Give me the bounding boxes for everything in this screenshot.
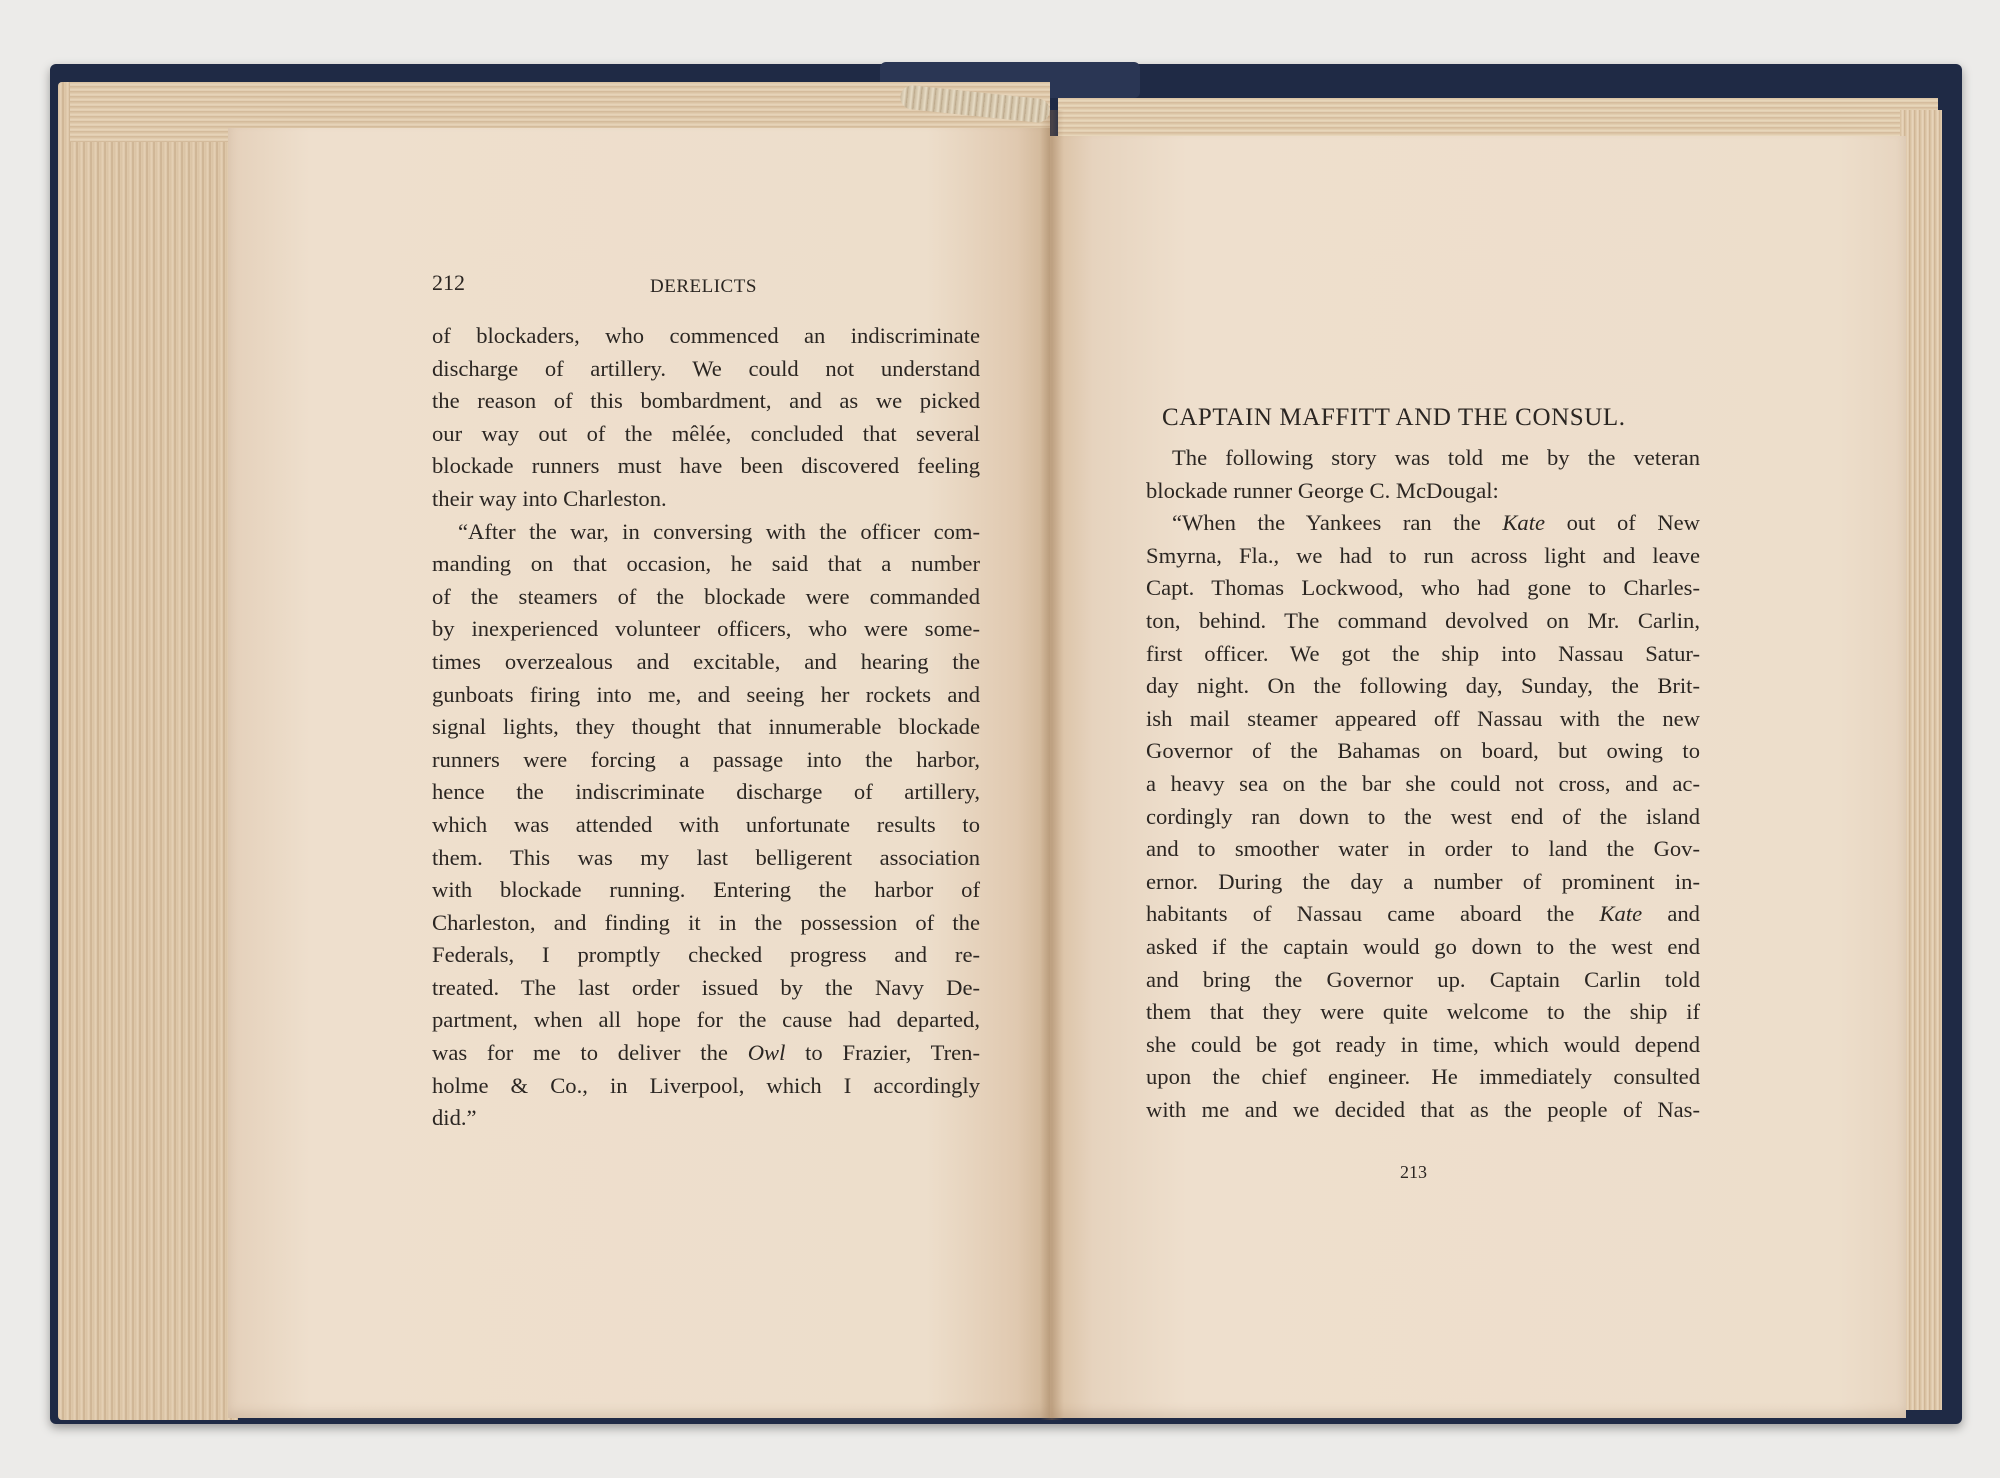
text-line: them that they were quite welcome to the ship if — [1146, 999, 1700, 1025]
page-edges-left — [58, 82, 238, 1420]
text-line: times overzealous and excitable, and hearing the — [432, 648, 980, 674]
text-line: Smyrna, Fla., we had to run across light and leave — [1146, 542, 1700, 568]
text-line: first officer. We got the ship into Nassau Satur- — [1146, 640, 1700, 666]
text-line: “After the war, in conversing with the officer com- — [458, 518, 980, 544]
text-line: habitants of Nassau came aboard the Kate and — [1146, 901, 1700, 927]
text-line: Governor of the Bahamas on board, but owing to — [1146, 738, 1700, 764]
text-line: did.” — [432, 1105, 477, 1131]
text-line: ish mail steamer appeared off Nassau with the new — [1146, 705, 1700, 731]
text-line: gunboats firing into me, and seeing her rockets and — [432, 681, 980, 707]
text-line: Capt. Thomas Lockwood, who had gone to Charles- — [1146, 575, 1700, 601]
text-line: and to smoother water in order to land the Gov- — [1146, 836, 1700, 862]
text-line: was for me to deliver the Owl to Frazier, Tren- — [432, 1040, 980, 1066]
text-line: a heavy sea on the bar she could not cross, and ac- — [1146, 770, 1700, 796]
ship-name: Owl — [747, 1040, 786, 1066]
right-page-body — [1146, 442, 1700, 1126]
text-line: Charleston, and finding it in the possession of the — [432, 909, 980, 935]
right-page-number: 213 — [1400, 1162, 1427, 1182]
text-line: hence the indiscriminate discharge of artillery, — [432, 779, 980, 805]
text-line: ernor. During the day a number of prominent in- — [1146, 868, 1700, 894]
text-line: partment, when all hope for the cause had departed, — [432, 1007, 980, 1033]
running-head-title: DERELICTS — [650, 276, 757, 297]
ship-name: Kate — [1502, 510, 1546, 536]
text-line: them. This was my last belligerent association — [432, 844, 980, 870]
text-line: which was attended with unfortunate results to — [432, 811, 980, 837]
text-line: Federals, I promptly checked progress and re- — [432, 942, 980, 968]
text-line: holme & Co., in Liverpool, which I accordingly — [432, 1072, 980, 1098]
text-line: day night. On the following day, Sunday, the Brit- — [1146, 673, 1700, 699]
text-line: ton, behind. The command devolved on Mr. Carlin, — [1146, 607, 1700, 633]
ship-name: Kate — [1599, 901, 1643, 927]
text-line: blockade runner George C. McDougal: — [1146, 477, 1499, 503]
text-line: “When the Yankees ran the Kate out of New — [1172, 510, 1700, 536]
text-line: and bring the Governor up. Captain Carlin told — [1146, 966, 1700, 992]
text-line: with blockade running. Entering the harbor of — [432, 877, 980, 903]
text-line: with me and we decided that as the people of Nas- — [1146, 1096, 1700, 1122]
text-line: treated. The last order issued by the Navy De- — [432, 974, 980, 1000]
book-gutter — [1040, 110, 1064, 1420]
text-line: she could be got ready in time, which would depend — [1146, 1031, 1700, 1057]
text-line: manding on that occasion, he said that a number — [432, 551, 980, 577]
text-line: by inexperienced volunteer officers, who were some- — [432, 616, 980, 642]
text-line: asked if the captain would go down to the west end — [1146, 933, 1700, 959]
left-page-body — [432, 320, 980, 1135]
text-line: blockade runners must have been discovered feeling — [432, 453, 980, 479]
text-line: of the steamers of the blockade were commanded — [432, 583, 980, 609]
left-page-header — [432, 270, 980, 304]
text-line: our way out of the mêlée, concluded that several — [432, 420, 980, 446]
text-line: upon the chief engineer. He immediately consulted — [1146, 1064, 1700, 1090]
text-line: of blockaders, who commenced an indiscriminate — [432, 323, 980, 348]
left-page-number: 212 — [432, 270, 465, 295]
text-line: discharge of artillery. We could not understand — [432, 355, 980, 381]
page-edges-right — [1900, 110, 1942, 1410]
text-line: runners were forcing a passage into the harbor, — [432, 746, 980, 772]
text-line: their way into Charleston. — [432, 485, 667, 511]
text-line: cordingly ran down to the west end of the island — [1146, 803, 1700, 829]
chapter-title: CAPTAIN MAFFITT AND THE CONSUL. — [1162, 404, 1626, 431]
text-line: the reason of this bombardment, and as we picked — [432, 388, 980, 414]
text-line: signal lights, they thought that innumerable blockade — [432, 714, 980, 740]
text-line: The following story was told me by the veteran — [1172, 445, 1700, 470]
